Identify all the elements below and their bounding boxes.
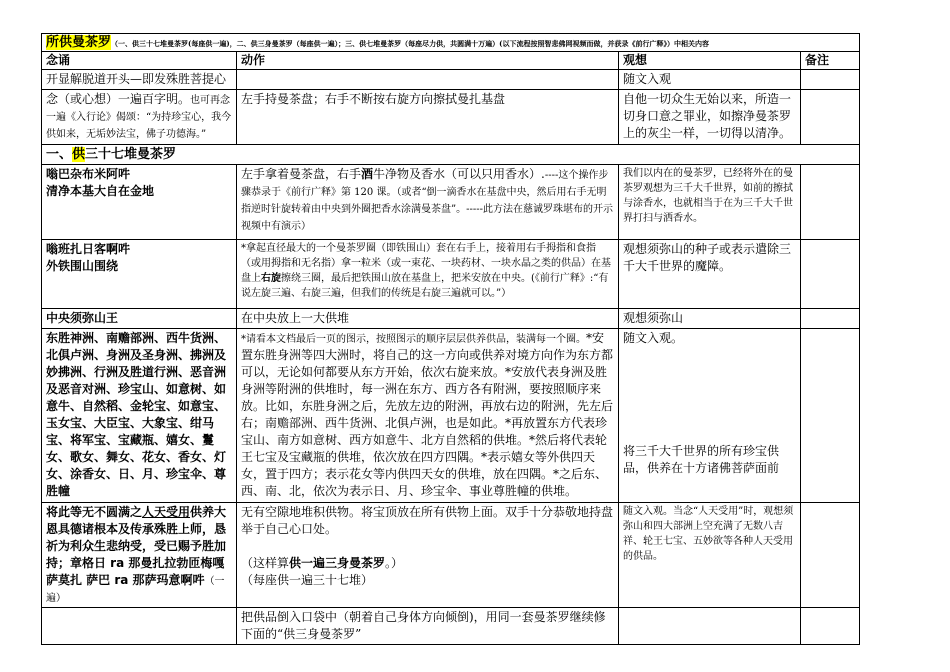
mandala-procedure-table bbox=[41, 33, 860, 645]
action-cell: 在中央放上一大供堆 bbox=[237, 309, 619, 329]
action-cell: *拿起直径最大的一个曼茶罗圈（即铁围山）套在右手上，接着用右手拇指和食指（或用拇指和无名指）拿一粒米（或一束花、一块药材、一块水晶之类的供品）在基盘上右旋擦绕三圈，最后把铁围山放在基盘上，把米安放在中央。(《前行广释》:“有说左旋三遍、右旋三遍，但我们的传统是右旋三遍就可以。”） bbox=[237, 240, 619, 309]
action-cell bbox=[237, 70, 619, 90]
action-cell: 左手持曼茶盘；右手不断按右旋方向擦拭曼扎基盘 bbox=[237, 90, 619, 145]
visualization-cell: 观想须弥山的种子或表示遣除三千大千世界的魔障。 bbox=[619, 240, 801, 309]
section-heading-highlight: 供 bbox=[72, 147, 86, 162]
action-cell: 把供品倒入口袋中（朝着自己身体方向倾倒)，用同一套曼茶罗继续修下面的“供三身曼茶罗” bbox=[237, 608, 619, 645]
visualization-cell: 随文入观。 将三千大千世界的所有珍宝供品，供养在十方诸佛菩萨面前 bbox=[619, 329, 801, 503]
remarks-cell bbox=[801, 70, 860, 90]
column-header-visualization: 观想 bbox=[619, 52, 801, 70]
document-title-cell bbox=[42, 34, 860, 52]
visualization-cell: 随文入观 bbox=[619, 70, 801, 90]
visualization-cell: 观想须弥山 bbox=[619, 309, 801, 329]
chant-note: 也可再念一遍《入行论》偈颂：“为持珍宝心，我今供如来，无垢妙法宝，佛子功德海。” bbox=[46, 95, 232, 140]
remarks-cell bbox=[801, 329, 860, 503]
table-row-transition bbox=[42, 608, 860, 645]
remarks-cell bbox=[801, 165, 860, 240]
visualization-cell: 我们以内在的曼茶罗，已经将外在的曼茶罗观想为三千大千世界，如前的擦拭与涂香水，也就相当于在为三千大千世界打扫与洒香水。 bbox=[619, 165, 801, 240]
chant-cell: 中央须弥山王 bbox=[42, 309, 237, 329]
column-header-chant: 念诵 bbox=[42, 52, 237, 70]
remarks-cell bbox=[801, 309, 860, 329]
chant-cell bbox=[42, 608, 237, 645]
chant-cell: 开显解脱道开头—即发殊胜菩提心 bbox=[42, 70, 237, 90]
column-header-row bbox=[42, 52, 860, 70]
chant-main: 念（或心想）一遍百字明。 bbox=[46, 92, 191, 106]
section-heading-row bbox=[42, 145, 860, 165]
remarks-cell bbox=[801, 240, 860, 309]
chant-cell: 东胜神洲、南赡部洲、西牛货洲、北俱卢洲、身洲及圣身洲、拂洲及妙拂洲、行洲及胜道行洲、恶音洲及恶音对洲、珍宝山、如意树、如意牛、自然稻、金轮宝、如意宝、玉女宝、大臣宝、大象宝、绀马宝、将军宝、宝藏瓶、嬉女、鬘女、歌女、舞女、花女、香女、灯女、涂香女、日、月、珍宝伞、尊胜幢 bbox=[42, 329, 237, 503]
visualization-cell bbox=[619, 608, 801, 645]
table-row-mount-meru bbox=[42, 309, 860, 329]
table-row-iron-mountain bbox=[42, 240, 860, 309]
table-row-continents bbox=[42, 329, 860, 503]
document-title-row bbox=[42, 34, 860, 52]
chant-cell: 嗡班扎日客啊吽 外铁围山围绕 bbox=[42, 240, 237, 309]
action-cell: 左手拿着曼茶盘，右手酒牛净物及香水（可以只用香水）.----这个操作步骤恭录于《前行广释》第 120 课。（或者“倒一滴香水在基盘中央，然后用右手无明指逆时针旋转着由中央到外圈把香水涂满曼茶盘”。-----此方法在慈诚罗珠堪布的开示视频中有演示） bbox=[237, 165, 619, 240]
visualization-cell: 随文入观。当念“人天受用”时，观想须弥山和四大部洲上空充满了无数八吉祥、轮王七宝、五妙欲等各种人天受用的供品。 bbox=[619, 503, 801, 608]
chant-cell bbox=[42, 90, 237, 145]
table-row-vajrasattva bbox=[42, 90, 860, 145]
action-cell: *请看本文档最后一页的图示，按照图示的顺序层层供养供品，装满每一个圈。*安置东胜身洲等四大洲时，将自己的这一方向或供养对境方向作为东方都可以，无论如何都要从东方开始，依次右旋来放。*安放代表身洲及胜身洲等附洲的供堆时，每一洲在东方、西方各有附洲，要按照顺序来放。比如，东胜身洲之后，先放左边的附洲，再放右边的附洲，先左后右；南赡部洲、西牛货洲、北俱卢洲，也是如此。*再放置东方代表珍宝山、南方如意树、西方如意牛、北方自然稻的供堆。*然后将代表轮王七宝及宝藏瓶的供堆，依次放在四方四隅。*表示嬉女等外供四天女，置于四方；表示花女等内供四天女的供堆，放在四隅。*之后东、西、南、北，依次为表示日、月、珍宝伞、事业尊胜幢的供堆。 bbox=[237, 329, 619, 503]
action-cell: 无有空隙地堆积供物。将宝顶放在所有供物上面。双手十分恭敬地持盘举于自己心口处。 （这样算供一遍三身曼茶罗。） （每座供一遍三十七堆） bbox=[237, 503, 619, 608]
visualization-cell: 自他一切众生无始以来，所造一切身口意之罪业，如擦净曼茶罗上的灰尘一样，一切得以清净。 bbox=[619, 90, 801, 145]
section-heading: 一、供三十七堆曼茶罗 bbox=[42, 145, 860, 165]
document-title: 所供曼茶罗 bbox=[46, 35, 112, 50]
table-row-dedication bbox=[42, 503, 860, 608]
table-row-golden-ground bbox=[42, 165, 860, 240]
remarks-cell bbox=[801, 90, 860, 145]
column-header-remarks: 备注 bbox=[801, 52, 860, 70]
chant-cell: 嗡巴杂布米阿吽 清净本基大自在金地 bbox=[42, 165, 237, 240]
table-row-bodhicitta bbox=[42, 70, 860, 90]
column-header-action: 动作 bbox=[237, 52, 619, 70]
remarks-cell bbox=[801, 608, 860, 645]
document-subtitle: （一、供三十七堆曼茶罗(每座供一遍)，二、供三身曼茶罗（每座供一遍）；三、供七堆曼茶罗（每座尽力供，共圆满十万遍）(以下流程按照智悲佛网视频而做，并获录《前行广释》）中相关内容 bbox=[111, 39, 709, 48]
chant-cell: 将此等无不圆满之人天受用供养大恩具德诸根本及传承殊胜上师，恳祈为利众生悲纳受，受已赐予胜加持；章格日 ra 那曼扎拉勃匝梅嘎萨莫扎 萨巴 ra 那萨玛意啊吽（一遍） bbox=[42, 503, 237, 608]
remarks-cell bbox=[801, 503, 860, 608]
